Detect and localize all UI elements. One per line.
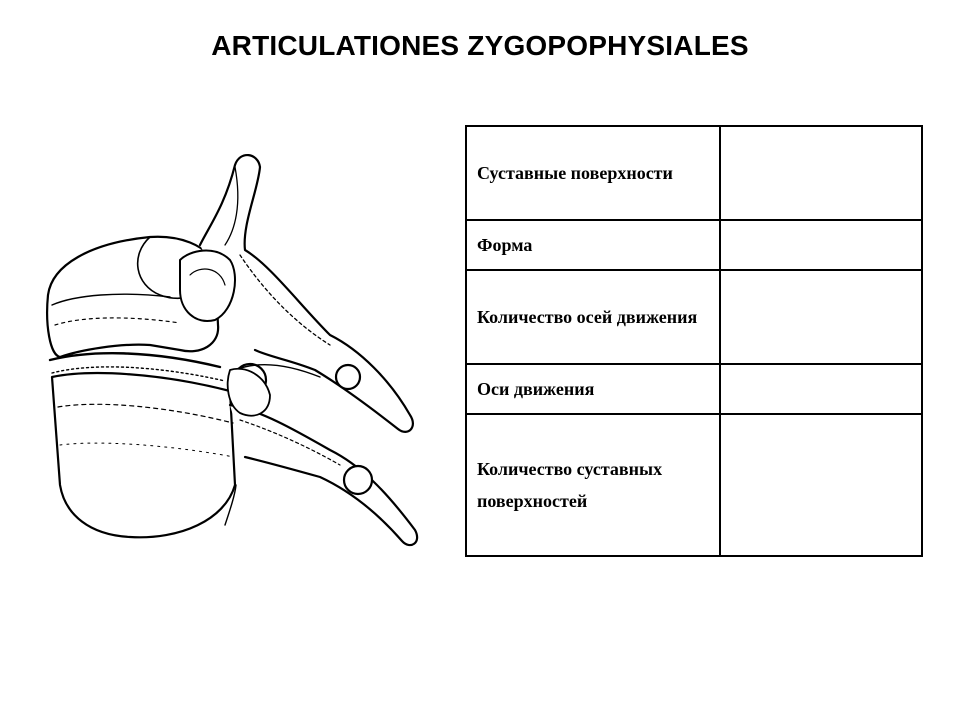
slide-title: ARTICULATIONES ZYGOPOPHYSIALES [211,30,749,61]
table-row [466,220,922,270]
row-label: Оси движения [466,364,720,414]
table-row [466,414,922,556]
answer-cell[interactable] [720,364,922,414]
table-row [466,364,922,414]
answer-cell[interactable] [720,126,922,220]
row-label: Суставные поверхности [466,126,720,220]
answer-cell[interactable] [720,270,922,364]
lower-vertebral-body [52,373,235,537]
table-row [466,126,922,220]
answer-cell[interactable] [720,414,922,556]
answer-cell[interactable] [720,220,922,270]
row-label: Количество суставных поверхностей [466,414,720,556]
table-row [466,270,922,364]
row-label: Количество осей движения [466,270,720,364]
worksheet-table [465,125,923,557]
row-label: Форма [466,220,720,270]
vertebrae-illustration [30,145,430,565]
